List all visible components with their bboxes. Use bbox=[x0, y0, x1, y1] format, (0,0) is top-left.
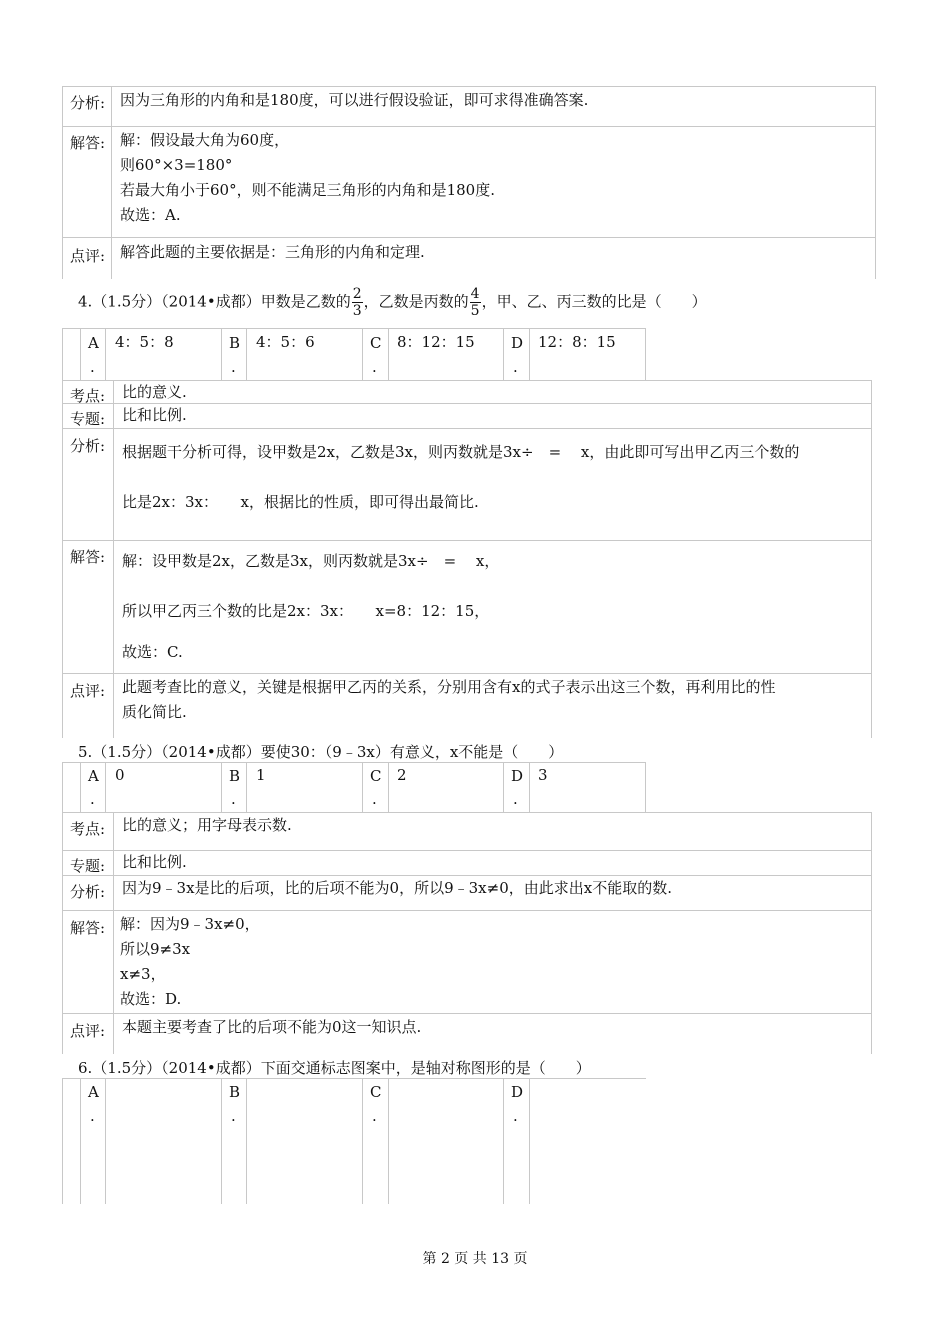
option-a-letter: A bbox=[88, 767, 99, 785]
option-b-dot: . bbox=[231, 358, 236, 376]
answer-line: x≠3， bbox=[120, 965, 166, 983]
point-text: 比的意义. bbox=[122, 383, 187, 401]
comment-text: 解答此题的主要依据是：三角形的内角和定理. bbox=[120, 243, 425, 261]
option-c-letter: C bbox=[370, 1083, 382, 1101]
option-c-letter: C bbox=[370, 334, 382, 352]
option-d-dot: . bbox=[513, 358, 518, 376]
answer-label: 解答: bbox=[70, 548, 106, 566]
option-b-dot: . bbox=[231, 790, 236, 808]
answer-label: 解答: bbox=[70, 919, 106, 937]
option-d-text: 12：8：15 bbox=[538, 333, 616, 351]
option-d-letter: D bbox=[511, 767, 524, 785]
point-label: 考点: bbox=[70, 387, 106, 405]
answer-line: 所以甲乙丙三个数的比是2x：3x： x=8：12：15， bbox=[122, 602, 490, 620]
fraction-numerator: 2 bbox=[352, 286, 362, 302]
question-5-stem: 5.（1.5分）（2014•成都）要使30：（9﹣3x）有意义，x不能是（ ） bbox=[78, 743, 564, 761]
option-c-text: 8：12：15 bbox=[397, 333, 475, 351]
option-b-letter: B bbox=[229, 767, 241, 785]
answer-line: 所以9≠3x bbox=[120, 940, 191, 958]
option-c-dot: . bbox=[372, 790, 377, 808]
point-label: 考点: bbox=[70, 820, 106, 838]
answer-label: 解答: bbox=[70, 134, 106, 152]
answer-line: 解：因为9﹣3x≠0， bbox=[120, 915, 260, 933]
comment-text: 本题主要考查了比的后项不能为0这一知识点. bbox=[122, 1018, 422, 1036]
option-b-letter: B bbox=[229, 1083, 241, 1101]
answer-line: 解：设甲数是2x，乙数是3x，则丙数就是3x÷ = x， bbox=[122, 552, 500, 570]
analysis-text: 因为9﹣3x是比的后项，比的后项不能为0，所以9﹣3x≠0，由此求出x不能取的数. bbox=[122, 879, 672, 897]
topic-text: 比和比例. bbox=[122, 853, 187, 871]
option-a-dot: . bbox=[90, 790, 95, 808]
option-c-dot: . bbox=[372, 358, 377, 376]
comment-label: 点评: bbox=[70, 1022, 106, 1040]
option-b-text: 1 bbox=[256, 766, 266, 784]
comment-label: 点评: bbox=[70, 682, 106, 700]
fraction-four-fifths bbox=[470, 287, 481, 318]
option-d-dot: . bbox=[513, 1107, 518, 1125]
question-4-stem bbox=[78, 287, 707, 318]
comment-line: 此题考查比的意义，关键是根据甲乙丙的关系，分别用含有x的式子表示出这三个数，再利用比的性 bbox=[122, 678, 776, 696]
analysis-label: 分析: bbox=[70, 94, 106, 112]
stem-part: ，甲、乙、丙三数的比是（ ） bbox=[481, 292, 707, 311]
option-a-letter: A bbox=[88, 1083, 99, 1101]
page-footer: 第 2 页 共 13 页 bbox=[422, 1251, 528, 1267]
analysis-label: 分析: bbox=[70, 883, 106, 901]
fraction-numerator: 4 bbox=[470, 286, 480, 302]
answer-line: 故选：A. bbox=[120, 206, 181, 224]
option-d-text: 3 bbox=[538, 766, 548, 784]
option-d-letter: D bbox=[511, 334, 524, 352]
point-text: 比的意义；用字母表示数. bbox=[122, 816, 292, 834]
option-c-letter: C bbox=[370, 767, 382, 785]
option-c-dot: . bbox=[372, 1107, 377, 1125]
answer-line: 解：假设最大角为60度， bbox=[120, 131, 290, 149]
answer-line: 则60°×3=180° bbox=[120, 156, 233, 174]
stem-part: ，乙数是丙数的 bbox=[363, 292, 469, 311]
option-b-text: 4：5：6 bbox=[256, 333, 315, 351]
fraction-two-thirds bbox=[352, 287, 363, 318]
topic-label: 专题: bbox=[70, 410, 106, 428]
answer-line: 若最大角小于60°，则不能满足三角形的内角和是180度. bbox=[120, 181, 495, 199]
option-a-letter: A bbox=[88, 334, 99, 352]
fraction-denominator: 3 bbox=[352, 303, 362, 319]
fraction-denominator: 5 bbox=[470, 303, 480, 319]
analysis-line: 比是2x：3x： x，根据比的性质，即可得出最简比. bbox=[122, 493, 479, 511]
option-a-text: 4：5：8 bbox=[115, 333, 174, 351]
comment-label: 点评: bbox=[70, 247, 106, 265]
question-6-stem: 6.（1.5分）（2014•成都）下面交通标志图案中，是轴对称图形的是（ ） bbox=[78, 1059, 591, 1077]
analysis-text: 因为三角形的内角和是180度，可以进行假设验证，即可求得准确答案. bbox=[120, 91, 589, 109]
topic-label: 专题: bbox=[70, 857, 106, 875]
answer-line: 故选：C. bbox=[122, 643, 183, 661]
option-d-letter: D bbox=[511, 1083, 524, 1101]
option-c-text: 2 bbox=[397, 766, 407, 784]
comment-line: 质化简比. bbox=[122, 703, 187, 721]
analysis-label: 分析: bbox=[70, 437, 106, 455]
option-a-dot: . bbox=[90, 1107, 95, 1125]
option-a-text: 0 bbox=[115, 766, 125, 784]
topic-text: 比和比例. bbox=[122, 406, 187, 424]
option-b-dot: . bbox=[231, 1107, 236, 1125]
option-b-letter: B bbox=[229, 334, 241, 352]
stem-part: 4.（1.5分）（2014•成都）甲数是乙数的 bbox=[78, 292, 351, 311]
answer-line: 故选：D. bbox=[120, 990, 182, 1008]
analysis-line: 根据题干分析可得，设甲数是2x，乙数是3x，则丙数就是3x÷ = x，由此即可写出甲乙丙三个数的 bbox=[122, 443, 800, 461]
option-d-dot: . bbox=[513, 790, 518, 808]
option-a-dot: . bbox=[90, 358, 95, 376]
